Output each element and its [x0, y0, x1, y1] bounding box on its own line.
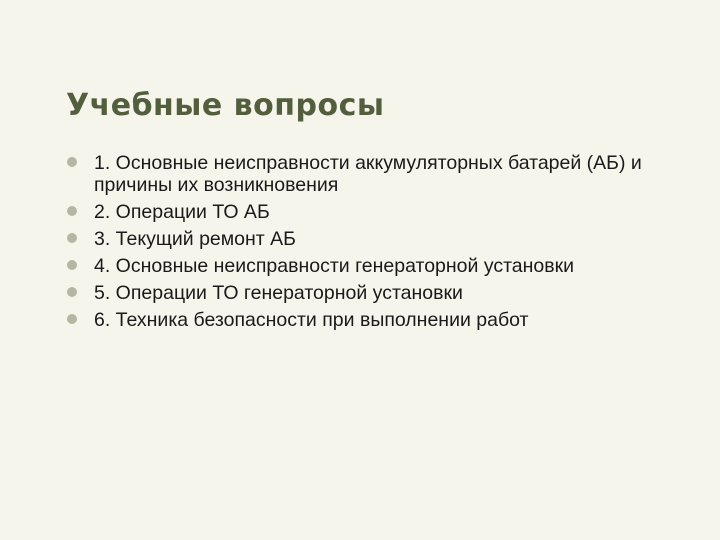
list-item	[66, 282, 666, 304]
bullet-dot-icon	[67, 206, 77, 216]
list-item	[66, 201, 666, 223]
list-item-text: 3. Текущий ремонт АБ	[94, 228, 296, 250]
list-item-text: 4. Основные неисправности генераторной установки	[94, 255, 575, 277]
bullet-dot-icon	[67, 314, 77, 324]
list-item	[66, 152, 666, 196]
slide-title: Учебные вопросы	[66, 88, 385, 123]
bullet-dot-icon	[67, 233, 77, 243]
list-item	[66, 255, 666, 277]
list-item	[66, 309, 666, 331]
list-item	[66, 228, 666, 250]
list-item-text: 5. Операции ТО генераторной установки	[94, 282, 463, 304]
list-item-text: 1. Основные неисправности аккумуляторных батарей (АБ) и причины их возникновения	[94, 152, 642, 196]
bullet-dot-icon	[67, 157, 77, 167]
bullet-list	[66, 152, 666, 336]
bullet-dot-icon	[67, 260, 77, 270]
bullet-dot-icon	[67, 287, 77, 297]
list-item-text: 2. Операции ТО АБ	[94, 201, 270, 223]
list-item-text: 6. Техника безопасности при выполнении работ	[94, 309, 529, 331]
